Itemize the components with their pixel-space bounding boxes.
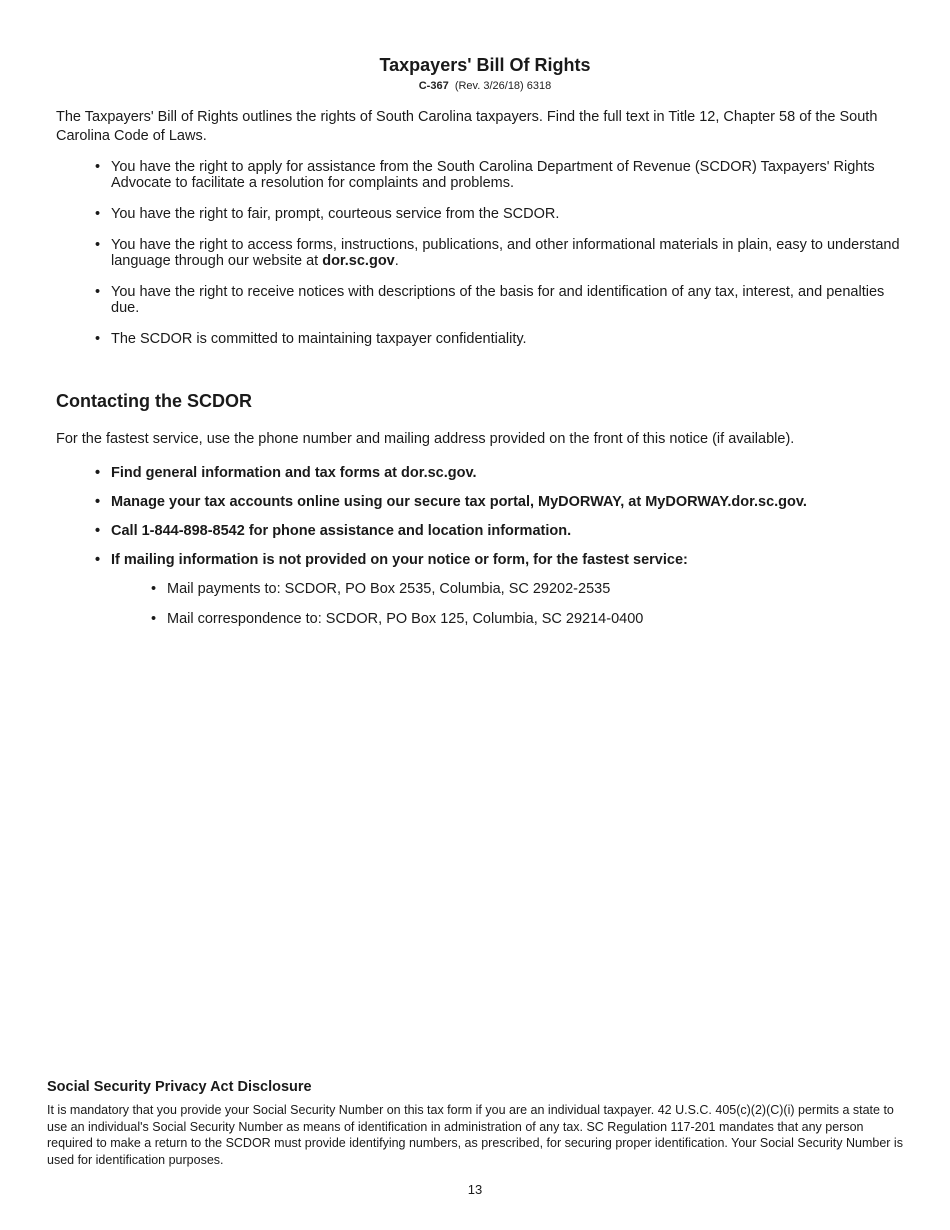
privacy-text: It is mandatory that you provide your Social Security Number on this tax form if you are an individual taxpayer. 42 U.S.C. 405(c)(2)(C)(i) permits a state to use an individual's Social Security Number as means of identification in administration of any tax. SC Regulation 117-201 mandates that any person required to make a return to the SCDOR must provide identifying numbers, as prescribed, for securing proper identification. Your Social Security Number is used for identification purposes. xyxy=(47,1103,903,1167)
contact-item: • Manage your tax accounts online using our secure tax portal, MyDORWAY, at MyDORWAY.dor.sc.gov. xyxy=(95,494,900,510)
right-item-text: You have the right to access forms, instructions, publications, and other informational materials in plain, easy to understand language through our website at xyxy=(111,237,900,269)
right-item: • You have the right to apply for assistance from the South Carolina Department of Revenue (SCDOR) Taxpayers' Rights Advocate to facilitate a resolution for complaints and problems. xyxy=(95,159,900,191)
right-item: • You have the right to fair, prompt, courteous service from the SCDOR. xyxy=(95,206,900,222)
right-item xyxy=(95,237,900,269)
mailing-item: • Mail payments to: SCDOR, PO Box 2535, Columbia, SC 29202-2535 xyxy=(151,581,851,597)
intro-paragraph: The Taxpayers' Bill of Rights outlines the rights of South Carolina taxpayers. Find the full text in Title 12, Chapter 58 of the South Carolina Code of Laws. xyxy=(56,109,878,144)
rights-list xyxy=(95,159,900,362)
website-suffix: . xyxy=(394,253,399,269)
form-number-line xyxy=(0,80,950,92)
mailing-list xyxy=(151,581,851,641)
contact-list xyxy=(95,465,900,581)
right-item: • The SCDOR is committed to maintaining taxpayer confidentiality. xyxy=(95,331,900,347)
contact-item: • If mailing information is not provided on your notice or form, for the fastest service: xyxy=(95,552,900,568)
form-revision: (Rev. 3/26/18) 6318 xyxy=(454,80,552,92)
form-number: C-367 xyxy=(418,80,449,92)
mailing-item: • Mail correspondence to: SCDOR, PO Box 125, Columbia, SC 29214-0400 xyxy=(151,611,851,627)
page-number: 13 xyxy=(467,1182,483,1197)
contact-item: • Find general information and tax forms at dor.sc.gov. xyxy=(95,465,900,481)
right-item: • You have the right to receive notices with descriptions of the basis for and identification of any tax, interest, and penalties due. xyxy=(95,284,900,316)
contact-item: • Call 1-844-898-8542 for phone assistance and location information. xyxy=(95,523,900,539)
page-title: Taxpayers' Bill Of Rights xyxy=(379,55,591,75)
contact-heading: Contacting the SCDOR xyxy=(56,391,252,411)
contact-fastest-text: For the fastest service, use the phone number and mailing address provided on the front of this notice (if available). xyxy=(56,431,795,447)
privacy-heading: Social Security Privacy Act Disclosure xyxy=(47,1079,312,1095)
website-link[interactable]: dor.sc.gov xyxy=(322,253,395,269)
